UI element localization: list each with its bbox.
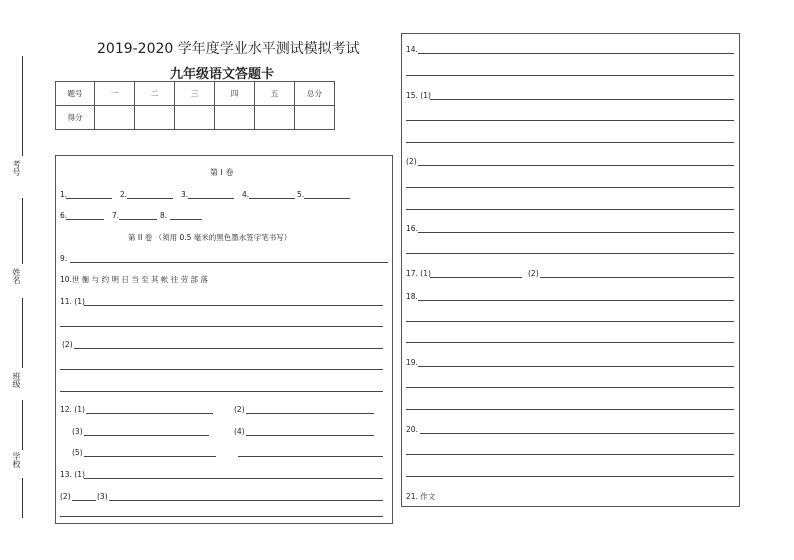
q7-answer-line[interactable] — [119, 219, 157, 220]
q8-label: 8. — [160, 211, 168, 220]
q18-answer-line[interactable] — [418, 300, 734, 301]
q19-answer-line[interactable] — [406, 409, 734, 410]
q10-text: 10.世 衡 与 约 明 日 当 至 其 帐 往 劳 部 落 — [60, 275, 208, 284]
right-answer-panel — [401, 33, 740, 507]
q14-answer-line[interactable] — [418, 53, 734, 54]
q12-2-label: (2) — [234, 405, 245, 414]
margin-line — [22, 400, 23, 450]
page-title: 2019-2020 学年度学业水平测试模拟考试 — [97, 41, 360, 57]
q13-1-answer-line[interactable] — [84, 478, 383, 479]
part2-title: 第 II 卷 （须用 0.5 毫米的黑色墨水签字笔书写） — [128, 233, 292, 242]
q13-1-label: 13. (1) — [60, 470, 85, 479]
q13-3-label: (3) — [97, 492, 108, 501]
score-header-cell: 一 — [95, 82, 135, 106]
score-cell[interactable] — [175, 106, 215, 130]
q16-answer-line[interactable] — [406, 253, 734, 254]
q1-label: 1. — [60, 190, 68, 199]
score-table — [55, 81, 335, 130]
q21-label: 21. 作文 — [406, 492, 436, 501]
q20-answer-line[interactable] — [420, 433, 734, 434]
q5-answer-line[interactable] — [304, 198, 350, 199]
q13-2-label: (2) — [60, 492, 71, 501]
q5-label: 5. — [297, 190, 305, 199]
score-header-cell: 三 — [175, 82, 215, 106]
q15-2-label: (2) — [406, 157, 417, 166]
q16-answer-line[interactable] — [418, 232, 734, 233]
q13-2-answer-line[interactable] — [72, 500, 96, 501]
score-header-cell: 题号 — [56, 82, 95, 106]
score-cell[interactable] — [215, 106, 255, 130]
score-header-cell: 四 — [215, 82, 255, 106]
page-subtitle: 九年级语文答题卡 — [170, 67, 275, 82]
score-cell[interactable] — [295, 106, 335, 130]
margin-label-exam-number: 考号 — [12, 160, 21, 176]
q3-label: 3. — [181, 190, 189, 199]
q6-answer-line[interactable] — [66, 219, 104, 220]
q2-answer-line[interactable] — [127, 198, 173, 199]
q4-answer-line[interactable] — [249, 198, 295, 199]
q13-3-answer-line[interactable] — [60, 516, 383, 517]
q11-2-answer-line[interactable] — [74, 348, 383, 349]
q14-answer-line[interactable] — [406, 75, 734, 76]
q1-answer-line[interactable] — [66, 198, 112, 199]
q18-label: 18. — [406, 292, 418, 301]
q14-label: 14. — [406, 45, 418, 54]
q18-answer-line[interactable] — [406, 321, 734, 322]
margin-line — [22, 198, 23, 264]
q8-answer-line[interactable] — [170, 219, 202, 220]
q18-answer-line[interactable] — [406, 342, 734, 343]
q11-2-label: (2) — [62, 340, 73, 349]
q20-label: 20. — [406, 425, 418, 434]
score-table-score-row — [56, 106, 335, 130]
q12-4-label: (4) — [234, 427, 245, 436]
score-table-header-row — [56, 82, 335, 106]
q7-label: 7. — [112, 211, 120, 220]
q11-1-answer-line[interactable] — [60, 326, 383, 327]
q15-1-answer-line[interactable] — [406, 120, 734, 121]
q3-answer-line[interactable] — [188, 198, 234, 199]
q11-2-answer-line[interactable] — [60, 369, 383, 370]
q17-2-answer-line[interactable] — [540, 277, 734, 278]
q12-1-answer-line[interactable] — [86, 413, 213, 414]
q17-1-label: 17. (1) — [406, 269, 431, 278]
q15-2-answer-line[interactable] — [406, 187, 734, 188]
q15-2-answer-line[interactable] — [418, 165, 734, 166]
part1-title: 第 I 卷 — [210, 168, 234, 177]
score-cell[interactable] — [135, 106, 175, 130]
q12-1-label: 12. (1) — [60, 405, 85, 414]
q15-1-label: 15. (1) — [406, 91, 431, 100]
q12-5-answer-line[interactable] — [238, 456, 383, 457]
q15-1-answer-line[interactable] — [430, 99, 734, 100]
q6-label: 6. — [60, 211, 68, 220]
score-cell[interactable] — [95, 106, 135, 130]
score-cell[interactable] — [255, 106, 295, 130]
margin-label-class: 班级 — [12, 372, 21, 388]
q15-2-answer-line[interactable] — [406, 209, 734, 210]
q12-4-answer-line[interactable] — [246, 435, 374, 436]
q9-answer-line[interactable] — [70, 262, 388, 263]
q12-3-answer-line[interactable] — [84, 435, 209, 436]
q12-5-label: (5) — [72, 448, 83, 457]
q19-answer-line[interactable] — [418, 366, 734, 367]
q2-label: 2. — [120, 190, 128, 199]
margin-label-school: 学校 — [12, 452, 21, 468]
q15-1-answer-line[interactable] — [406, 142, 734, 143]
q9-label: 9. — [60, 254, 68, 263]
q20-answer-line[interactable] — [406, 476, 734, 477]
q12-2-answer-line[interactable] — [246, 413, 374, 414]
q12-5-answer-line[interactable] — [84, 456, 216, 457]
margin-line — [22, 56, 23, 156]
score-header-cell: 二 — [135, 82, 175, 106]
q11-2-answer-line[interactable] — [60, 391, 383, 392]
score-header-cell: 总分 — [295, 82, 335, 106]
margin-label-name: 姓名 — [12, 268, 21, 284]
q11-1-label: 11. (1) — [60, 297, 85, 306]
score-header-cell: 五 — [255, 82, 295, 106]
q17-2-label: (2) — [528, 269, 539, 278]
q16-label: 16. — [406, 224, 418, 233]
q4-label: 4. — [242, 190, 250, 199]
q12-3-label: (3) — [72, 427, 83, 436]
q11-1-answer-line[interactable] — [84, 305, 383, 306]
q19-label: 19. — [406, 358, 418, 367]
q17-1-answer-line[interactable] — [430, 277, 522, 278]
left-answer-panel — [55, 155, 393, 524]
q13-3-answer-line[interactable] — [109, 500, 383, 501]
margin-line — [22, 478, 23, 518]
q20-answer-line[interactable] — [406, 454, 734, 455]
score-row-label: 得分 — [56, 106, 95, 130]
margin-line — [22, 298, 23, 368]
q19-answer-line[interactable] — [406, 387, 734, 388]
